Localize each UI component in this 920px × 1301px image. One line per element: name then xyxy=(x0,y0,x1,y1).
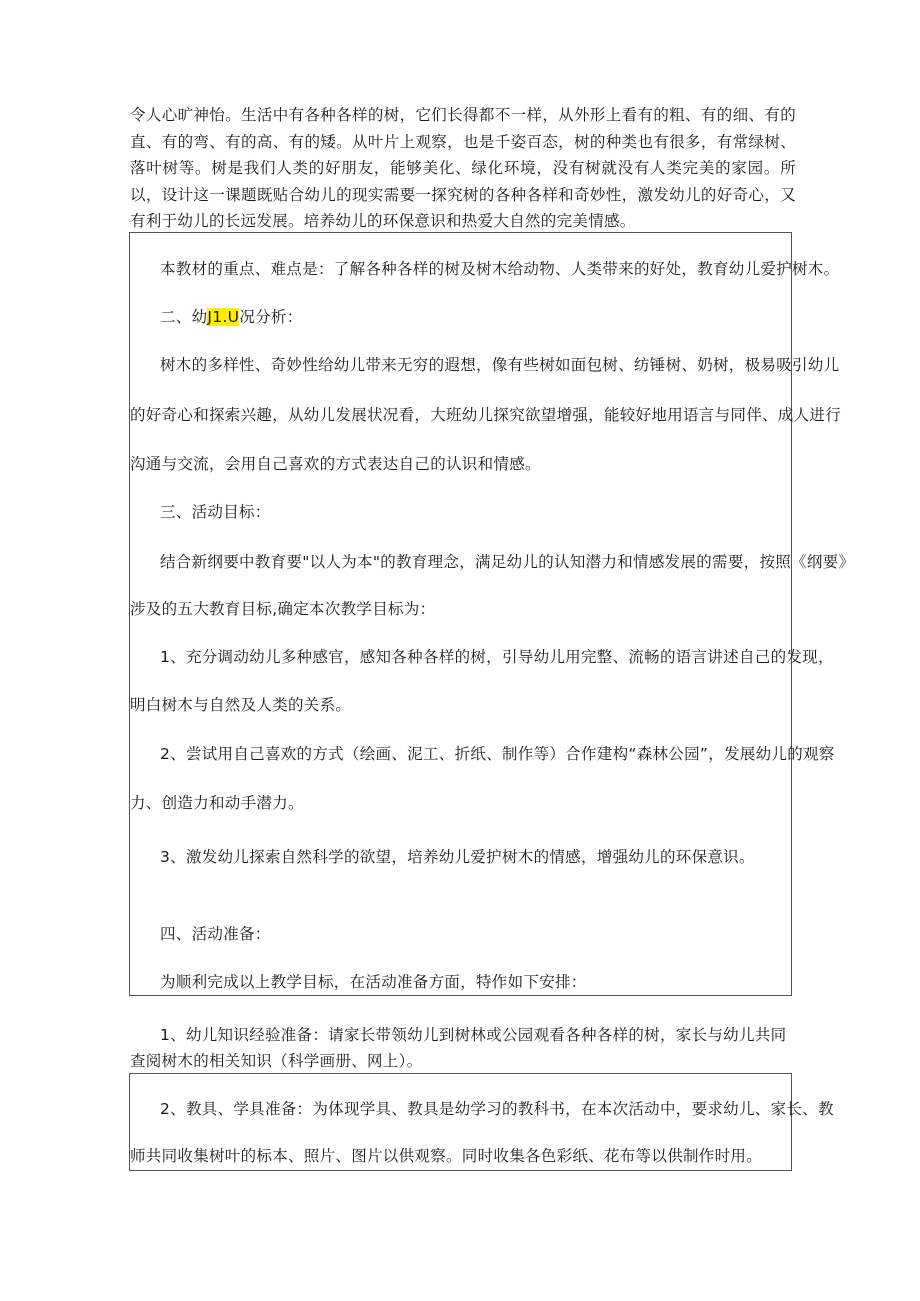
goal-2-line-1: 2、尝试用自己喜欢的方式（绘画、泥工、折纸、制作等）合作建构“森林公园”，发展幼儿的观察 xyxy=(160,745,835,763)
goal-2-line-2: 力、创造力和动手潜力。 xyxy=(130,794,304,812)
section-3-heading: 三、活动目标： xyxy=(160,503,271,521)
prep-item-2-line-2: 师共同收集树叶的标本、照片、图片以供观察。同时收集各色彩纸、花布等以供制作时用。 xyxy=(130,1147,763,1165)
goal-1-line-1: 1、充分调动幼儿多种感官，感知各种各样的树，引导幼儿用完整、流畅的语言讲述自己的发现， xyxy=(160,648,834,666)
goal-3: 3、激发幼儿探索自然科学的欲望，培养幼儿爱护树木的情感，增强幼儿的环保意识。 xyxy=(160,848,755,866)
section-2-highlight: J1.U xyxy=(207,308,240,326)
section-4-heading: 四、活动准备： xyxy=(160,925,271,943)
goals-intro-line-2: 涉及的五大教育目标,确定本次教学目标为： xyxy=(130,600,436,618)
intro-paragraph xyxy=(130,102,796,235)
analysis-line-3: 沟通与交流，会用自己喜欢的方式表达自己的认识和情感。 xyxy=(130,455,541,473)
goal-1-line-2: 明白树木与自然及人类的关系。 xyxy=(130,696,352,714)
prep-item-1 xyxy=(130,1022,794,1074)
prep-item-2-line-1: 2、教具、学具准备：为体现学具、教具是幼学习的教科书，在本次活动中，要求幼儿、家长、教 xyxy=(160,1100,834,1118)
analysis-line-2: 的好奇心和探索兴趣，从幼儿发展状况看，大班幼儿探究欲望增强，能较好地用语言与同伴、成人进行 xyxy=(130,406,842,424)
section-2-heading xyxy=(160,305,792,327)
analysis-line-1: 树木的多样性、奇妙性给幼儿带来无穷的遐想，像有些树如面包树、纺锤树、奶树，极易吸引幼儿 xyxy=(160,356,840,374)
goals-intro-line-1: 结合新纲要中教育要"以人为本"的教育理念，满足幼儿的认知潜力和情感发展的需要，按照《纲要》 xyxy=(160,553,855,571)
prep-item-1-text: 1、幼儿知识经验准备：请家长带领幼儿到树林或公园观看各种各样的树，家长与幼儿共同查阅树木的相关知识（科学画册、网上）。 xyxy=(130,1026,787,1070)
prep-intro: 为顺利完成以上教学目标，在活动准备方面，特作如下安排： xyxy=(160,973,587,991)
section-2-pre: 二、幼 xyxy=(160,308,208,326)
key-points: 本教材的重点、难点是：了解各种各样的树及树木给动物、人类带来的好处，教育幼儿爱护树木。 xyxy=(160,260,840,278)
intro-text: 令人心旷神怡。生活中有各种各样的树，它们长得都不一样，从外形上看有的粗、有的细、有的直、有的弯、有的高、有的矮。从叶片上观察，也是千姿百态，树的种类也有很多，有常绿树、落叶树等。树是我们人类的好朋友，能够美化、绿化环境，没有树就没有人类完美的家园。所以，设计这一课题既贴合幼儿的现实需要一探究树的各种各样和奇妙性，激发幼儿的好奇心，又有利于幼儿的长远发展。培养幼儿的环保意识和热爱大自然的完美情感。 xyxy=(130,106,796,230)
section-2-post: 况分析： xyxy=(239,308,303,326)
